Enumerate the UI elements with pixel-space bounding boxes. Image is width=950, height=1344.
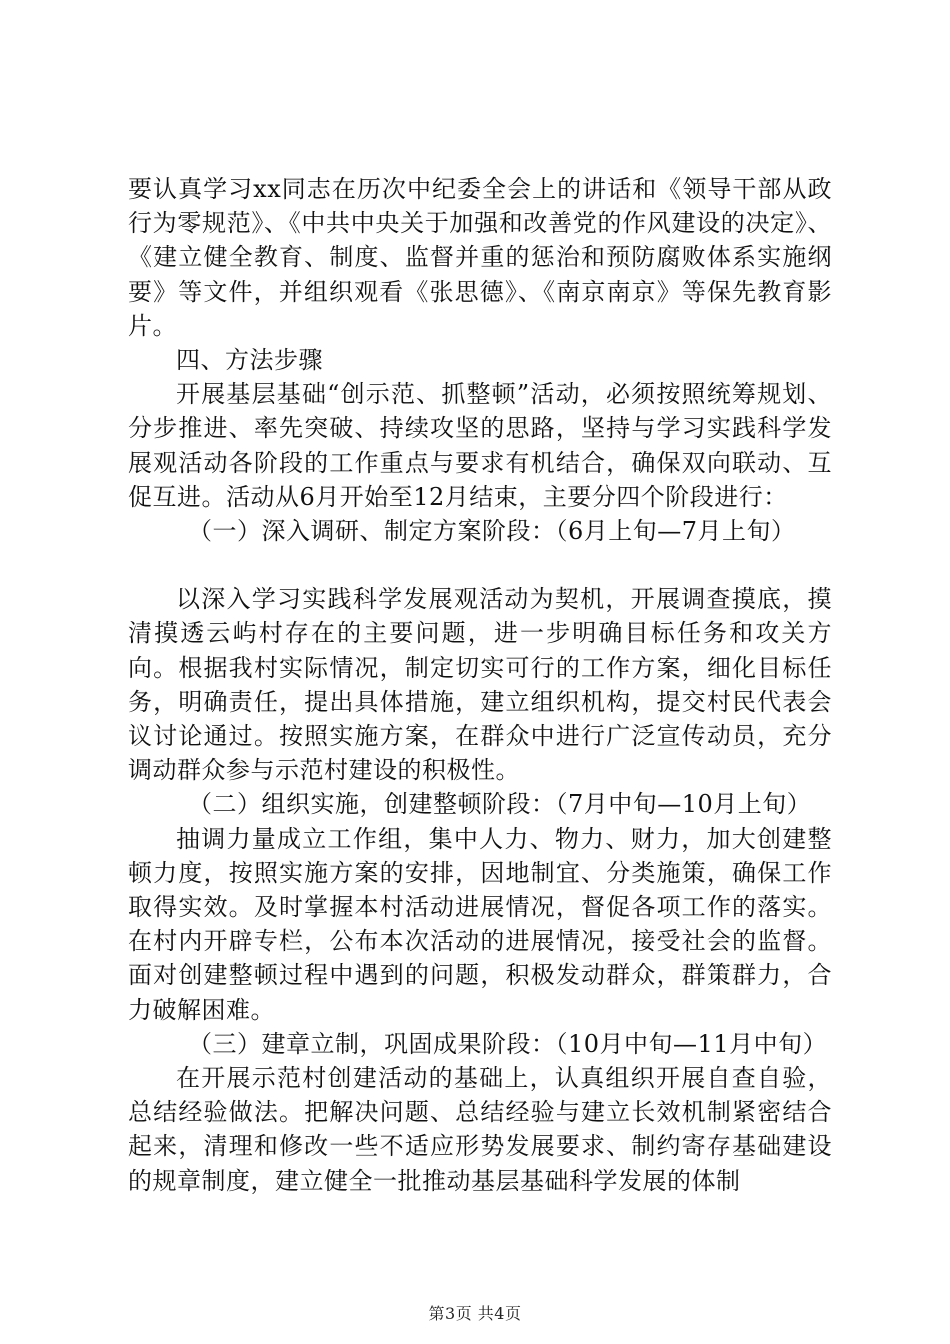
page-footer: 第3页 共4页 [428,1304,522,1323]
stage-heading-1: （一）深入调研、制定方案阶段：（6月上旬—7月上旬） [188,517,796,546]
stage-heading-2: （二）组织实施，创建整顿阶段：（7月中旬—10月上旬） [188,790,812,819]
paragraph-study-documents: 要认真学习xx同志在历次中纪委全会上的讲话和《领导干部从政行为零规范》、《中共中央关于加强和改善党的作风建设的决定》、《建立健全教育、制度、监督并重的惩治和预防腐败体系实施纲要》等文件，并组织观看《张思德》、《南京南京》等保先教育影片。 [128,175,832,340]
paragraph-stage-1: 以深入学习实践科学发展观活动为契机，开展调查摸底，摸清摸透云屿村存在的主要问题，进一步明确目标任务和攻关方向。根据我村实际情况，制定切实可行的工作方案，细化目标任务，明确责任，提出具体措施，建立组织机构，提交村民代表会议讨论通过。按照实施方案，在群众中进行广泛宣传动员，充分调动群众参与示范村建设的积极性。 [128,585,832,785]
stage-heading-3: （三）建章立制，巩固成果阶段：（10月中旬—11月中旬） [188,1029,828,1058]
paragraph-stage-3: 在开展示范村创建活动的基础上，认真组织开展自查自验，总结经验做法。把解决问题、总结经验与建立长效机制紧密结合起来，清理和修改一些不适应形势发展要求、制约寄存基础建设的规章制度，建立健全一批推动基层基础科学发展的体制 [128,1064,832,1195]
paragraph-methods-intro: 开展基层基础“创示范、抓整顿”活动，必须按照统筹规划、分步推进、率先突破、持续攻坚的思路，坚持与学习实践科学发展观活动各阶段的工作重点与要求有机结合，确保双向联动、互促互进。活动从6月开始至12月结束，主要分四个阶段进行： [128,380,832,511]
document-body [128,172,832,1198]
paragraph-stage-2: 抽调力量成立工作组，集中人力、物力、财力，加大创建整顿力度，按照实施方案的安排，因地制宜、分类施策，确保工作取得实效。及时掌握本村活动进展情况，督促各项工作的落实。在村内开辟专栏，公布本次活动的进展情况，接受社会的监督。面对创建整顿过程中遇到的问题，积极发动群众，群策群力，合力破解困难。 [128,824,832,1024]
section-heading-methods: 四、方法步骤 [176,346,323,375]
